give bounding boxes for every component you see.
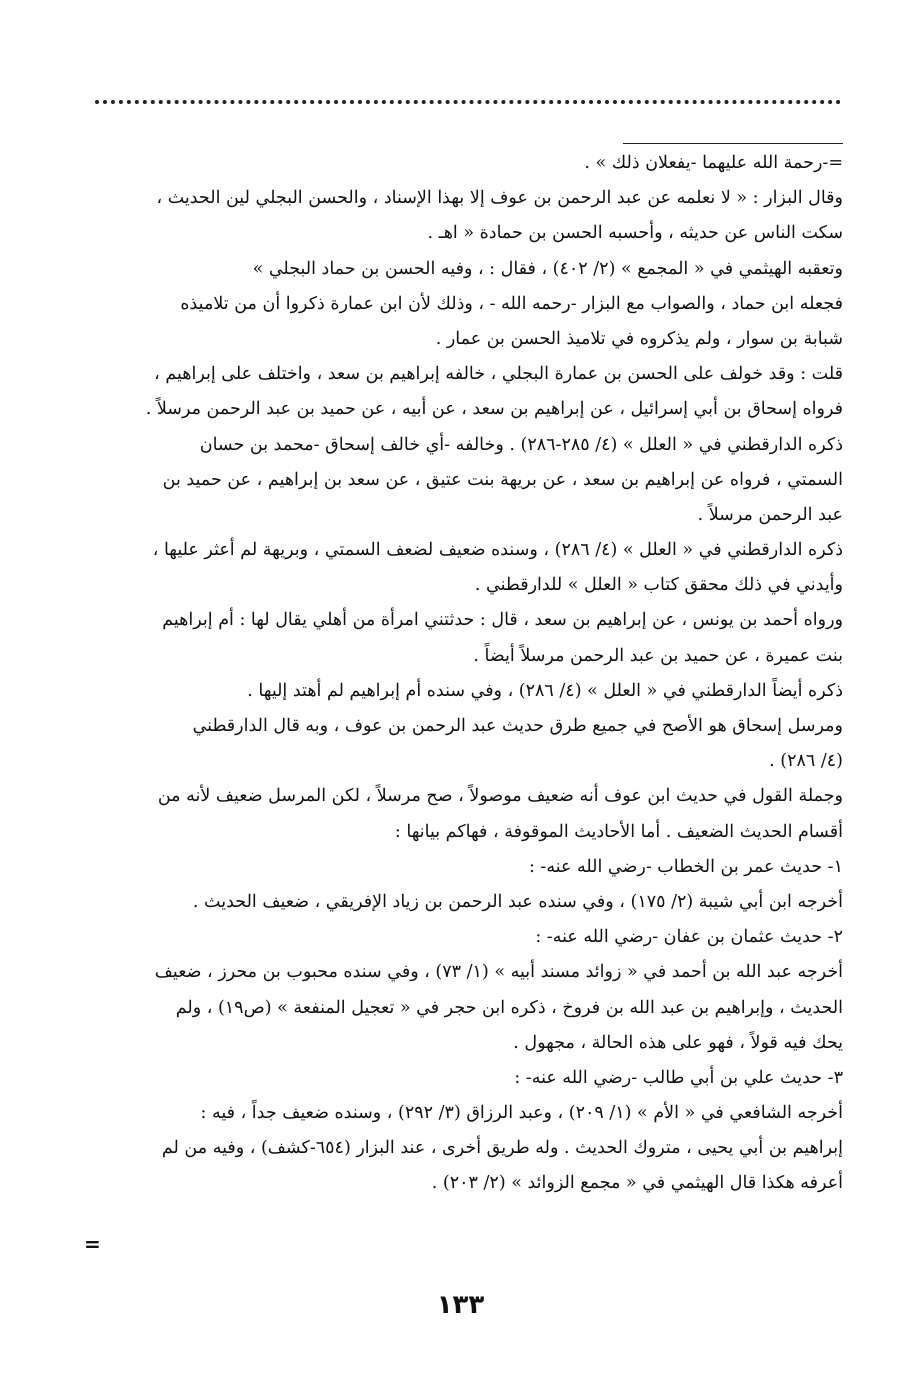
text-line: وتعقبه الهيثمي في « المجمع » (٢/ ٤٠٢) ، فقال : ، وفيه الحسن بن حماد البجلي »: [252, 258, 843, 279]
text-line: ورواه أحمد بن يونس ، عن إبراهيم بن سعد ، قال : حدثتني امرأة من أهلي يقال لها : أم إبراهيم: [162, 610, 843, 631]
page-number: ١٣٣: [436, 1290, 485, 1320]
footnote-rule: [623, 143, 843, 144]
text-line: فجعله ابن حماد ، والصواب مع البزار -رحمه الله - ، وذلك لأن ابن عمارة ذكروا أن من تلاميذه: [180, 293, 843, 314]
text-line: فرواه إسحاق بن أبي إسرائيل ، عن إبراهيم بن سعد ، عن أبيه ، عن حميد بن عبد الرحمن مرسلاً .: [145, 399, 843, 420]
text-line: يحك فيه قولاً ، فهو على هذه الحالة ، مجهول .: [513, 1032, 843, 1053]
text-line: قلت : وقد خولف على الحسن بن عمارة البجلي ، خالفه إبراهيم بن سعد ، واختلف على إبراهيم ،: [154, 364, 843, 385]
text-line: بنت عميرة ، عن حميد بن عبد الرحمن مرسلاً أيضاً .: [473, 645, 843, 666]
text-line: أقسام الحديث الضعيف . أما الأحاديث الموقوفة ، فهاكم بيانها :: [394, 821, 843, 842]
text-line: ذكره الدارقطني في « العلل » (٤/ ٢٨٦) ، وسنده ضعيف لضعف السمتي ، وبريهة لم أعثر عليها ،: [152, 540, 843, 561]
text-line: عبد الرحمن مرسلاً .: [697, 504, 843, 525]
text-line: أخرجه ابن أبي شيبة (٢/ ١٧٥) ، وفي سنده عبد الرحمن بن زياد الإفريقي ، ضعيف الحديث .: [192, 891, 843, 912]
text-line: الحديث ، وإبراهيم بن عبد الله بن فروخ ، ذكره ابن حجر في « تعجيل المنفعة » (ص١٩) ، ولم: [175, 997, 843, 1018]
text-line: أخرجه عبد الله بن أحمد في « زوائد مسند أبيه » (١/ ٧٣) ، وفي سنده محبوب بن محرز ، ضعيف: [154, 962, 843, 983]
text-line: وقال البزار : « لا نعلمه عن عبد الرحمن بن عوف إلا بهذا الإسناد ، والحسن البجلي لين الحديث ،: [156, 188, 843, 209]
text-line: شبابة بن سوار ، ولم يذكروه في تلاميذ الحسن بن عمار .: [435, 328, 843, 349]
text-line: =-رحمة الله عليهما -يفعلان ذلك » .: [584, 153, 843, 173]
text-line: وجملة القول في حديث ابن عوف أنه ضعيف موصولاً ، صح مرسلاً ، لكن المرسل ضعيف لأنه من: [157, 786, 843, 807]
body-text: [100, 146, 843, 1202]
text-line: ٣- حديث علي بن أبي طالب -رضي الله عنه- :: [514, 1067, 843, 1088]
text-line: إبراهيم بن أبي يحيى ، متروك الحديث . وله طريق أخرى ، عند البزار (٦٥٤-كشف) ، وفيه من لم: [161, 1138, 843, 1159]
text-line: ذكره الدارقطني في « العلل » (٤/ ٢٨٥-٢٨٦) . وخالفه -أي خالف إسحاق -محمد بن حسان: [199, 434, 843, 455]
dotted-separator: [95, 100, 841, 104]
text-line: وأيدني في ذلك محقق كتاب « العلل » للدارقطني .: [474, 575, 843, 596]
text-line: ١- حديث عمر بن الخطاب -رضي الله عنه- :: [528, 856, 843, 877]
text-line: (٤/ ٢٨٦) .: [769, 751, 843, 772]
text-line: ٢- حديث عثمان بن عفان -رضي الله عنه- :: [535, 927, 843, 948]
text-line: سكت الناس عن حديثه ، وأحسبه الحسن بن حمادة « اهـ .: [427, 223, 843, 244]
text-line: ومرسل إسحاق هو الأصح في جميع طرق حديث عبد الرحمن بن عوف ، وبه قال الدارقطني: [192, 716, 843, 736]
continuation-mark: =: [84, 1232, 101, 1256]
text-line: ذكره أيضاً الدارقطني في « العلل » (٤/ ٢٨٦) ، وفي سنده أم إبراهيم لم أهتد إليها .: [247, 680, 843, 701]
text-line: السمتي ، فرواه عن إبراهيم بن سعد ، عن بريهة بنت عتيق ، عن سعد بن إبراهيم ، عن حميد بن: [162, 469, 843, 490]
text-line: أخرجه الشافعي في « الأم » (١/ ٢٠٩) ، وعبد الرزاق (٣/ ٢٩٢) ، وسنده ضعيف جداً ، فيه :: [200, 1103, 843, 1124]
text-line: أعرفه هكذا قال الهيثمي في « مجمع الزوائد » (٢/ ٢٠٣) .: [431, 1173, 843, 1194]
